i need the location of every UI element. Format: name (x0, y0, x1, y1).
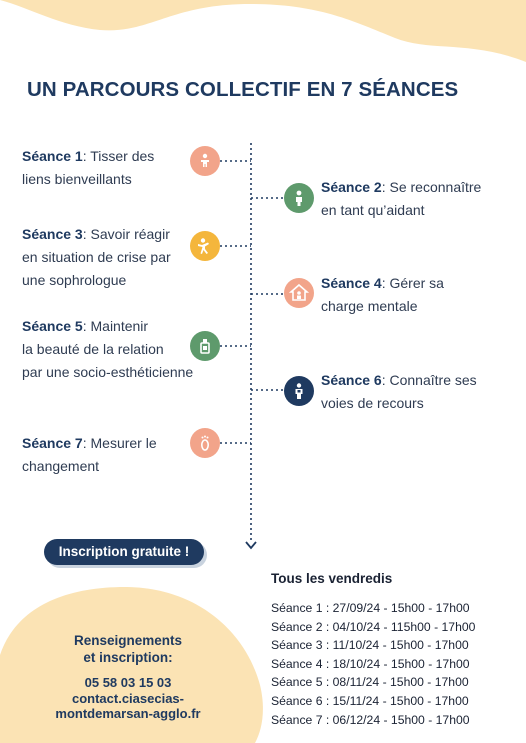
schedule-item: Séance 7 : 06/12/24 - 15h00 - 17h00 (271, 712, 470, 727)
support-person-icon (284, 376, 314, 406)
page-title: UN PARCOURS COLLECTIF EN 7 SÉANCES (27, 78, 459, 101)
schedule-item: Séance 1 : 27/09/24 - 15h00 - 17h00 (271, 601, 470, 615)
stretching-person-icon (190, 231, 220, 261)
session-6-text: Séance 6: Connaître ses voies de recours (321, 372, 477, 411)
session-4-text: Séance 4: Gérer sa charge mentale (321, 275, 444, 314)
schedule-item: Séance 3 : 11/10/24 - 15h00 - 17h00 (271, 638, 469, 653)
session-3-text: Séance 3: Savoir réagir en situation de crise par une sophrologue (22, 226, 171, 288)
contact-label-line1: Renseignements (73, 633, 183, 648)
beauty-product-icon (190, 331, 220, 361)
schedule-list (271, 599, 475, 729)
home-mind-icon (284, 278, 314, 308)
footprint-icon (190, 428, 220, 458)
schedule-item: Séance 5 : 08/11/24 - 15h00 - 17h00 (271, 675, 469, 690)
free-registration-button[interactable]: Inscription gratuite ! (44, 539, 204, 565)
session-1-text: Séance 1: Tisser des liens bienveillants (22, 148, 155, 187)
contact-info (28, 632, 228, 722)
person-icon (284, 183, 314, 213)
contact-label-line2: et inscription: (83, 650, 173, 665)
session-7-text: Séance 7: Mesurer le changement (22, 435, 157, 474)
contact-phone: 05 58 03 15 03 (84, 675, 172, 690)
contact-email-line2: montdemarsan-agglo.fr (55, 706, 201, 721)
session-2-text: Séance 2: Se reconnaître en tant qu’aidant (321, 179, 482, 218)
session-5-text: Séance 5: Maintenir la beauté de la relation par une socio-esthéticienne (22, 318, 194, 380)
schedule-item: Séance 2 : 04/10/24 - 115h00 - 17h00 (271, 619, 476, 634)
contact-email-line1: contact.ciasecias- (71, 690, 184, 706)
schedule-item: Séance 4 : 18/10/24 - 15h00 - 17h00 (271, 656, 470, 671)
heart-hands-icon (190, 146, 220, 176)
schedule-title: Tous les vendredis (271, 571, 393, 586)
timeline-arrow-icon (246, 542, 256, 548)
schedule-item: Séance 6 : 15/11/24 - 15h00 - 17h00 (271, 693, 469, 708)
